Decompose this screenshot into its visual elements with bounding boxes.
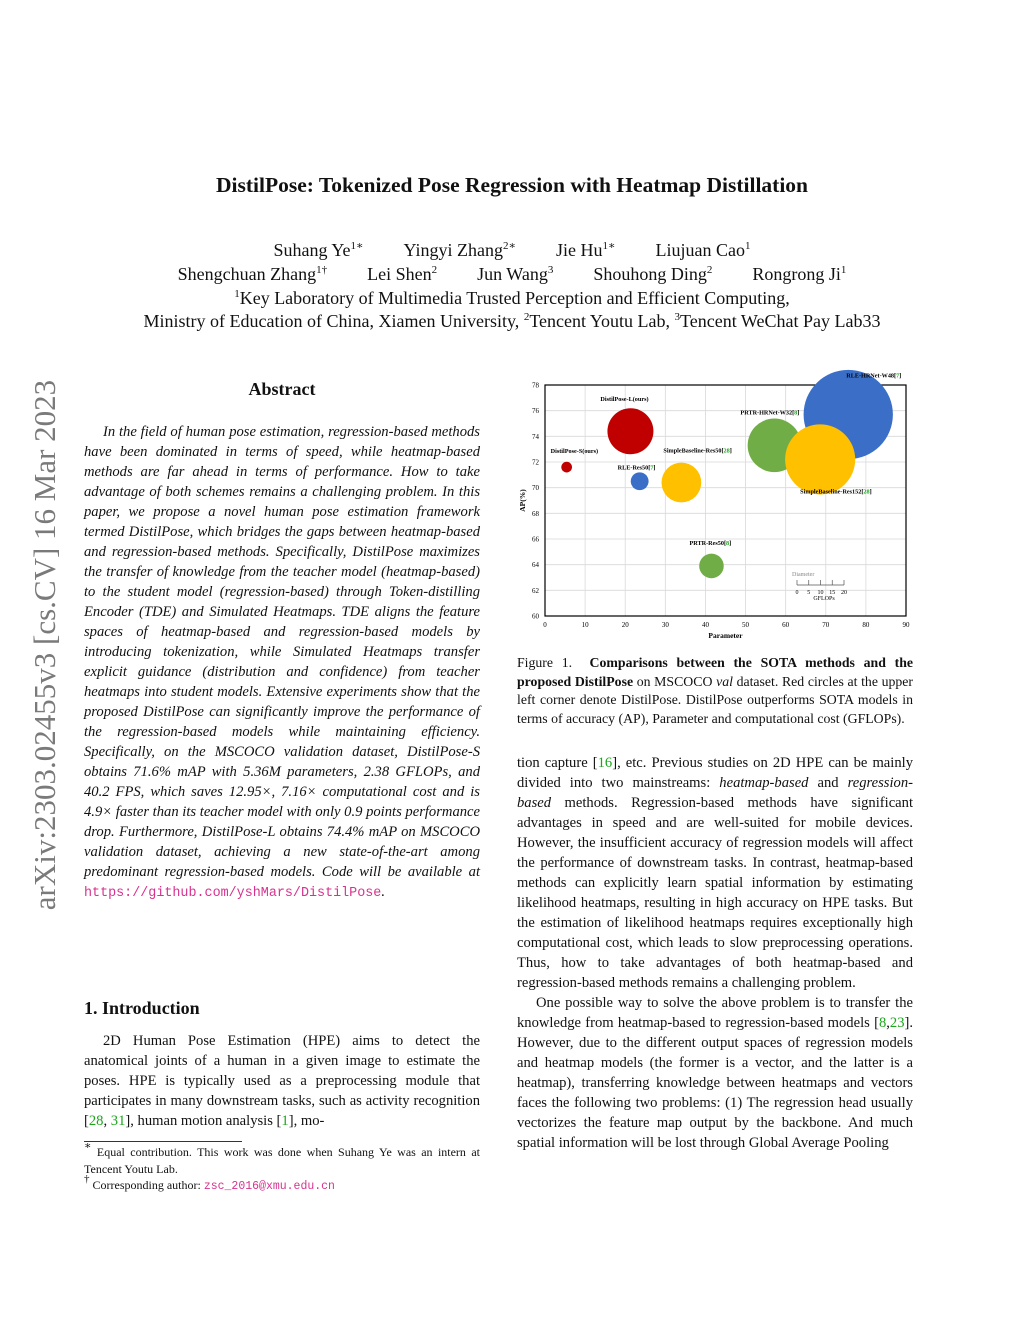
data-bubble — [785, 424, 855, 494]
x-tick-label: 30 — [661, 621, 669, 629]
footnote-rule — [84, 1141, 242, 1142]
paper-title: DistilPose: Tokenized Pose Regression with Heatmap Distillation — [215, 173, 809, 197]
data-bubble — [561, 462, 572, 473]
size-legend-tick-label: 5 — [807, 590, 811, 596]
author: Liujuan Cao$^1$ — [655, 240, 751, 260]
bubble-label: DistilPose-S(ours) — [550, 448, 599, 456]
y-tick-label: 76 — [532, 407, 539, 416]
y-tick-label: 60 — [532, 612, 539, 621]
y-tick-label: 78 — [532, 381, 539, 390]
citation-link[interactable]: 28 — [88, 1113, 104, 1129]
bubble-label: PRTR-HRNet-W32[8] — [740, 409, 800, 417]
author: Rongrong Ji$^1$ — [752, 264, 847, 284]
x-tick-label: 10 — [581, 621, 589, 629]
abstract-body: In the field of human pose estimation, regression-based methods have been dominated in terms of speed, while heatmap-based methods are far ahead in terms of performance. How to take advantage of both schemes remains a challenging problem. In this paper, we propose a novel human pose estimation framework termed DistilPose, which bridges the gaps between heatmap-based and regression-based methods. Specifically, DistilPose maximizes the transfer of knowledge from the teacher model (heatmap-based) to the student model (regression-based) through Token-distilling Encoder (TDE) and Simulated Heatmaps. TDE aligns the feature spaces of heatmap-based and regression-based models by introducing tokenization, while Simulated Heatmaps transfer explicit guidance (distribution and confidence) from teacher heatmaps into student models. Extensive experiments show that the proposed DistilPose can significantly improve the performance of the regression-based models while maintaining efficiency. Specifically, on the MSCOCO validation dataset, DistilPose-S obtains 71.6% mAP with 5.36M parameters, 2.38 GFLOPs, and 40.2 FPS, which saves 12.95×, 7.16× computational cost and is 4.9× faster than its teacher model with only 0.9 points performance drop. Furthermore, DistilPose-L obtains 74.4% mAP on MSCOCO validation dataset, achieving a new state-of-the-art among predominant regression-based models. Code will be available at https://github.com/yshMars/DistilPose. — [84, 424, 480, 901]
abstract-heading: Abstract — [248, 379, 316, 399]
size-legend-tick-label: 15 — [829, 590, 836, 596]
email-link[interactable]: zsc_2016@xmu.edu.cn — [203, 1180, 335, 1193]
y-tick-label: 72 — [532, 458, 539, 467]
y-tick-label: 68 — [532, 509, 539, 518]
author-line-1 — [0, 240, 1024, 261]
data-bubble — [607, 408, 653, 454]
x-tick-label: 90 — [902, 621, 910, 629]
figure-1-chart — [512, 372, 922, 643]
author: Jie $Hu^{1∗}$ — [556, 240, 616, 260]
bubble-label: DistilPose-L(ours) — [600, 396, 649, 404]
citation-link[interactable]: 8 — [878, 1015, 887, 1031]
x-tick-label: 40 — [701, 621, 709, 629]
affiliation-line-1: $^1$Key Laboratory of Multimedia Trusted Perception and Efficient Computing, — [234, 288, 790, 308]
bubble-label: PRTR-Res50[8] — [689, 539, 732, 547]
x-tick-label: 20 — [621, 621, 629, 629]
bubble-label: SimpleBaseline-Res152[28] — [800, 488, 872, 496]
bubble-label: SimpleBaseline-Res50[28] — [663, 447, 732, 455]
bubble-label: RLE-HRNet-W48[7] — [846, 372, 902, 380]
author: Shengchuan Zhang$^{1\dagger}$ — [177, 264, 328, 284]
data-bubble — [662, 463, 702, 503]
footnotes — [84, 1140, 480, 1196]
section-heading-introduction: 1. Introduction — [84, 998, 200, 1018]
code-link[interactable]: https://github.com/yshMars/DistilPose — [84, 886, 382, 901]
y-tick-label: 66 — [532, 535, 539, 544]
x-axis-label: Parameter — [708, 631, 743, 640]
y-tick-label: 74 — [532, 432, 539, 441]
size-legend-tick-label: 10 — [817, 590, 824, 596]
y-tick-label: 62 — [532, 586, 539, 595]
author: Yingyi Zhang$^{2∗}$ — [403, 240, 517, 260]
size-legend-title: Diameter — [792, 572, 815, 578]
citation-link[interactable]: 1 — [281, 1113, 289, 1129]
x-tick-label: 60 — [782, 621, 790, 629]
citation-link[interactable]: 23 — [889, 1015, 905, 1031]
author: Lei Shen$^2$ — [367, 264, 438, 284]
author-line-2 — [0, 264, 1024, 285]
arxiv-identifier: arXiv:2303.02455v3 [cs.CV] 16 Mar 2023 — [27, 379, 62, 911]
x-tick-label: 0 — [543, 621, 547, 629]
data-bubble — [631, 472, 649, 490]
bubble-label: RLE-Res50[7] — [617, 464, 656, 472]
y-tick-label: 70 — [532, 484, 539, 493]
x-tick-label: 80 — [862, 621, 870, 629]
size-legend-tick-label: 20 — [841, 590, 847, 596]
author: Shouhong Ding$^2$ — [593, 264, 713, 284]
bubble-chart-svg — [512, 372, 922, 643]
y-tick-label: 64 — [532, 561, 539, 570]
introduction-paragraph: 2D Human Pose Estimation (HPE) aims to detect the anatomical joints of a human in a given image to estimate the poses. HPE is typically used as a preprocessing module that participates in many downstream tasks, such as activity recognition [28, 31], human motion analysis [1], mo- — [84, 1033, 480, 1129]
size-legend-label: GFLOPs — [813, 596, 835, 602]
figure-1-caption: Figure 1. Comparisons between the SOTA methods and the proposed DistilPose on MSCOCO val dataset. Red circles at the upper left corner denote DistilPose. DistilPose outperforms SOTA models in terms of accuracy (AP), Parameter and computational cost (GFLOPs). — [517, 655, 913, 726]
data-bubble — [699, 554, 724, 579]
footnote-equal-contribution: ∗ Equal contribution. This work was done when Suhang Ye was an intern at Tencent Youtu Lab. — [84, 1140, 480, 1176]
author: Suhang $Ye^{1∗}$ — [273, 240, 364, 260]
x-tick-label: 70 — [822, 621, 830, 629]
introduction-right-column: tion capture [16], etc. Previous studies on 2D HPE can be mainly divided into two mainstreams: heatmap-based and regression-based methods. Regression-based methods have significant advantages in speed and are well-suited for mobile devices. However, the insufficient accuracy of regression models will affect the performance of downstream tasks. In contrast, heatmap-based methods can explicitly learn spatial information by estimating likelihood heatmaps, resulting in high accuracy on HPE tasks. But the estimation of likelihood heatmaps requires exceptionally high computational cost, which leads to slow preprocessing operations. Thus, how to take advantages of both heatmap-based and regression-based methods remains a challenging problem. One possible way to solve the above problem is to transfer the knowledge from heatmap-based to regression-based models [8,23]. However, due to the different output spaces of regression models and heatmap models (the former is a vector, and the latter is a heatmap), transferring knowledge between heatmaps and vectors faces the following two problems: (1) The regression head usually vectorizes the feature map output by the backbone. And much spatial information will be lost through Global Average Pooling — [517, 755, 913, 1151]
author: Jun Wang$^3$ — [477, 264, 554, 284]
size-legend-tick-label: 0 — [795, 590, 799, 596]
x-tick-label: 50 — [742, 621, 750, 629]
footnote-corresponding: † Corresponding author: zsc_2016@xmu.edu.cn — [84, 1173, 335, 1193]
citation-link[interactable]: 16 — [597, 755, 613, 771]
citation-link[interactable]: 31 — [110, 1113, 126, 1129]
affiliation-line-2: Ministry of Education of China, Xiamen University, $^2$Tencent Youtu Lab, $^3$Tencent WeChat Pay Lab33 — [143, 311, 881, 331]
y-axis-label: AP(%) — [518, 489, 527, 512]
